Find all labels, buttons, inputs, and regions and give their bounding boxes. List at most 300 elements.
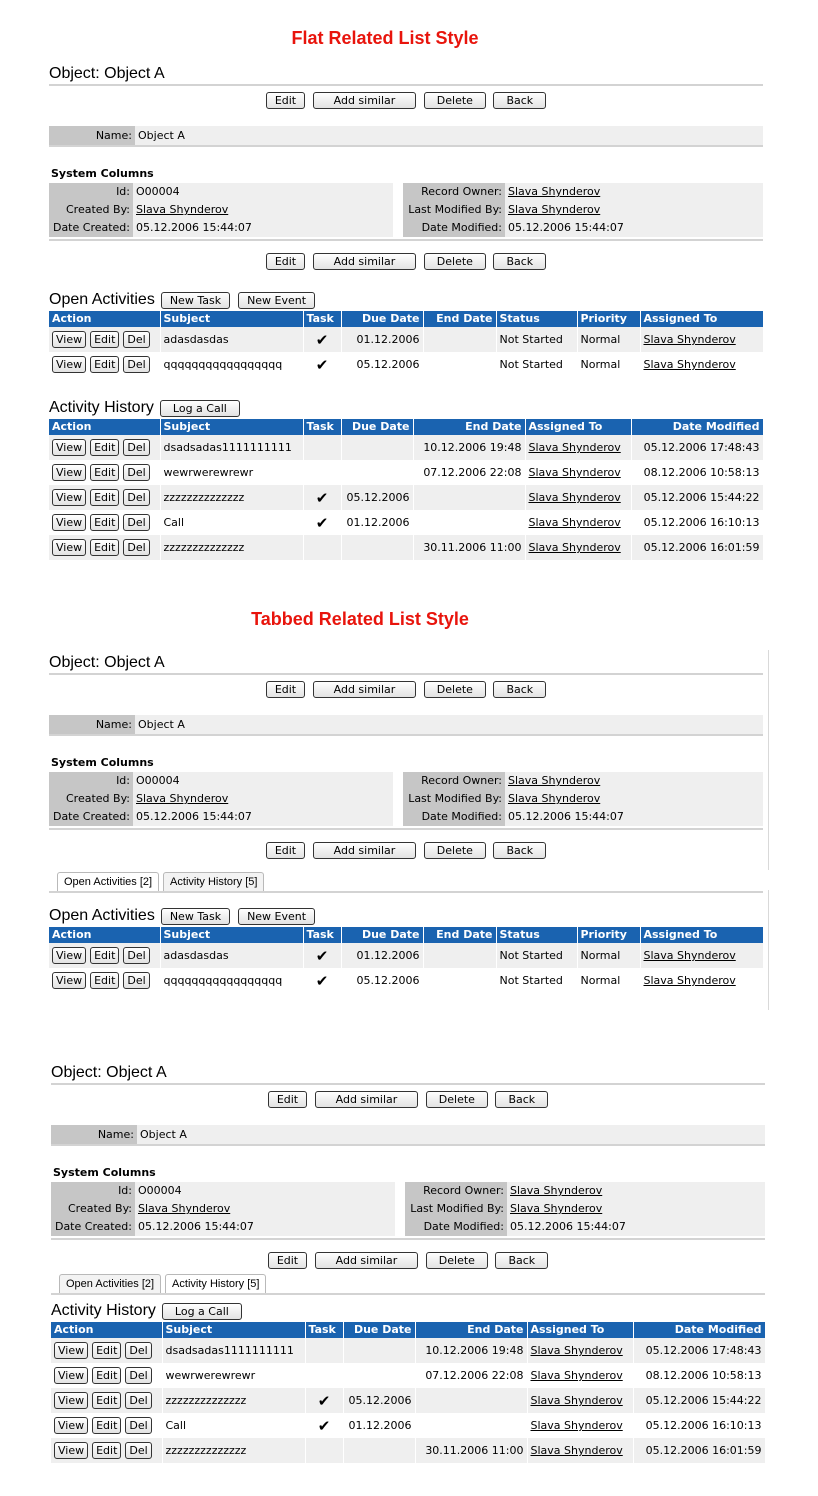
edit-button[interactable]: Edit <box>90 514 119 531</box>
new-event-button[interactable]: New Event <box>238 292 315 309</box>
system-columns <box>51 1182 765 1238</box>
name-label: Name: <box>51 1125 137 1144</box>
record-button-row-bottom <box>49 253 763 275</box>
id-label: Id: <box>49 183 133 201</box>
delete-button[interactable]: Delete <box>424 253 486 270</box>
view-button[interactable]: View <box>54 1342 88 1359</box>
del-button[interactable]: Del <box>125 1342 151 1359</box>
column-header[interactable]: Subject <box>160 311 303 327</box>
end-date-cell <box>415 1413 527 1438</box>
delete-button[interactable]: Delete <box>424 842 486 859</box>
table-row <box>49 535 763 560</box>
edit-button[interactable]: Edit <box>90 356 119 373</box>
created-by-link[interactable]: Slava Shynderov <box>136 792 229 805</box>
edit-button[interactable]: Edit <box>92 1392 121 1409</box>
back-button[interactable]: Back <box>495 1091 548 1108</box>
divider <box>49 734 763 736</box>
del-button[interactable]: Del <box>123 331 149 348</box>
date-modified-label: Date Modified: <box>403 808 505 826</box>
tab-open-activities[interactable]: Open Activities [2] <box>59 1274 161 1293</box>
related-tabs-1 <box>49 870 763 893</box>
record-owner-link[interactable]: Slava Shynderov <box>510 1184 603 1197</box>
column-header[interactable]: Due Date <box>343 1322 415 1338</box>
view-button[interactable]: View <box>54 1417 88 1434</box>
name-label: Name: <box>49 126 135 145</box>
subject-cell: wewrwerewrewr <box>162 1363 305 1388</box>
edit-button[interactable]: Edit <box>92 1367 121 1384</box>
record-owner-link[interactable]: Slava Shynderov <box>508 774 601 787</box>
edit-button[interactable]: Edit <box>90 947 119 964</box>
date-modified-cell: 05.12.2006 16:01:59 <box>631 535 763 560</box>
back-button[interactable]: Back <box>493 92 546 109</box>
date-created-label: Date Created: <box>49 219 133 237</box>
created-by-label: Created By: <box>51 1200 135 1218</box>
back-button[interactable]: Back <box>493 842 546 859</box>
date-modified-cell: 08.12.2006 10:58:13 <box>631 460 763 485</box>
action-cell <box>49 943 160 968</box>
delete-button[interactable]: Delete <box>424 681 486 698</box>
column-header[interactable]: Subject <box>162 1322 305 1338</box>
column-header[interactable]: End Date <box>413 419 525 435</box>
assigned-to-link[interactable]: Slava Shynderov <box>528 466 621 479</box>
related-tabs-2 <box>51 1272 765 1295</box>
table-row <box>49 510 763 535</box>
subject-cell: adasdasdas <box>160 943 303 968</box>
divider <box>49 828 763 830</box>
table-row <box>51 1388 765 1413</box>
new-task-button[interactable]: New Task <box>161 908 230 925</box>
due-date-cell: 01.12.2006 <box>341 943 423 968</box>
column-header[interactable]: Date Modified <box>631 419 763 435</box>
end-date-cell <box>415 1388 527 1413</box>
end-date-cell <box>423 352 496 377</box>
column-header[interactable]: End Date <box>415 1322 527 1338</box>
record-owner-label: Record Owner: <box>403 183 505 201</box>
del-button[interactable]: Del <box>123 947 149 964</box>
record-owner-label: Record Owner: <box>403 772 505 790</box>
column-header[interactable]: Action <box>49 311 160 327</box>
view-button[interactable]: View <box>52 356 86 373</box>
due-date-cell: 01.12.2006 <box>343 1413 415 1438</box>
column-header[interactable]: Due Date <box>341 419 413 435</box>
object-title: Object: Object A <box>51 1063 765 1085</box>
activity-history-flat <box>49 398 763 560</box>
table-row <box>51 1438 765 1463</box>
new-event-button[interactable]: New Event <box>238 908 315 925</box>
date-created-label: Date Created: <box>49 808 133 826</box>
subject-cell: zzzzzzzzzzzzzz <box>160 535 303 560</box>
add-similar-button[interactable]: Add similar <box>313 253 417 270</box>
date-modified-value: 05.12.2006 15:44:07 <box>508 221 624 234</box>
last-modified-by-label: Last Modified By: <box>403 201 505 219</box>
open-activities-table <box>49 311 764 377</box>
table-header-row <box>49 419 763 435</box>
id-value: O00004 <box>136 774 180 787</box>
tabbed-style-heading: Tabbed Related List Style <box>251 609 469 629</box>
activity-history-title: Activity History <box>49 399 154 416</box>
delete-button[interactable]: Delete <box>424 92 486 109</box>
back-button[interactable]: Back <box>493 681 546 698</box>
del-button[interactable]: Del <box>123 439 149 456</box>
action-cell <box>49 485 160 510</box>
priority-cell: Normal <box>577 327 640 352</box>
created-by-label: Created By: <box>49 790 133 808</box>
status-cell: Not Started <box>496 968 577 993</box>
table-row <box>49 327 763 352</box>
action-cell <box>51 1438 162 1463</box>
assigned-to-link[interactable]: Slava Shynderov <box>530 1444 623 1457</box>
assigned-to-link[interactable]: Slava Shynderov <box>530 1369 623 1382</box>
edit-button[interactable]: Edit <box>90 439 119 456</box>
id-value: O00004 <box>136 185 180 198</box>
column-header[interactable]: Date Modified <box>633 1322 765 1338</box>
subject-cell: Call <box>162 1413 305 1438</box>
record-owner-link[interactable]: Slava Shynderov <box>508 185 601 198</box>
edit-button[interactable]: Edit <box>266 92 305 109</box>
date-modified-cell: 05.12.2006 17:48:43 <box>631 435 763 460</box>
object-detail-tabbed-2 <box>51 1063 765 1274</box>
assigned-to-link[interactable]: Slava Shynderov <box>530 1344 623 1357</box>
view-button[interactable]: View <box>52 947 86 964</box>
date-modified-cell: 08.12.2006 10:58:13 <box>633 1363 765 1388</box>
back-button[interactable]: Back <box>493 253 546 270</box>
name-value: Object A <box>138 129 185 142</box>
column-header[interactable]: Task <box>303 311 341 327</box>
due-date-cell: 05.12.2006 <box>343 1388 415 1413</box>
action-cell <box>49 535 160 560</box>
column-header[interactable]: Due Date <box>341 311 423 327</box>
date-modified-cell: 05.12.2006 16:01:59 <box>633 1438 765 1463</box>
table-row <box>49 485 763 510</box>
divider <box>49 145 763 147</box>
open-activities-table <box>49 927 764 993</box>
table-row <box>49 460 763 485</box>
column-header[interactable]: Status <box>496 311 577 327</box>
add-similar-button[interactable]: Add similar <box>313 842 417 859</box>
del-button[interactable]: Del <box>125 1367 151 1384</box>
date-created-label: Date Created: <box>51 1218 135 1236</box>
activity-history-title: Activity History <box>51 1302 156 1319</box>
edit-button[interactable]: Edit <box>90 464 119 481</box>
assigned-to-link[interactable]: Slava Shynderov <box>530 1394 623 1407</box>
column-header[interactable]: Task <box>303 419 341 435</box>
column-header[interactable]: Priority <box>577 311 640 327</box>
subject-cell: qqqqqqqqqqqqqqqqq <box>160 352 303 377</box>
created-by-link[interactable]: Slava Shynderov <box>136 203 229 216</box>
assigned-to-link[interactable]: Slava Shynderov <box>643 333 736 346</box>
back-button[interactable]: Back <box>495 1252 548 1269</box>
system-columns-title: System Columns <box>53 1166 156 1179</box>
end-date-cell: 30.11.2006 11:00 <box>413 535 525 560</box>
del-button[interactable]: Del <box>123 514 149 531</box>
check-icon: ✔ <box>315 971 329 990</box>
date-modified-cell: 05.12.2006 16:10:13 <box>631 510 763 535</box>
divider <box>51 1144 765 1146</box>
table-row <box>49 943 763 968</box>
subject-cell: adasdasdas <box>160 327 303 352</box>
name-field-row <box>49 715 763 734</box>
date-modified-cell: 05.12.2006 17:48:43 <box>633 1338 765 1363</box>
action-cell <box>51 1388 162 1413</box>
date-created-value: 05.12.2006 15:44:07 <box>138 1220 254 1233</box>
due-date-cell: 01.12.2006 <box>341 510 413 535</box>
date-modified-value: 05.12.2006 15:44:07 <box>508 810 624 823</box>
check-icon: ✔ <box>315 946 329 965</box>
assigned-to-link[interactable]: Slava Shynderov <box>643 949 736 962</box>
name-field-row <box>51 1125 765 1144</box>
system-columns-title: System Columns <box>51 756 154 769</box>
action-cell <box>49 435 160 460</box>
del-button[interactable]: Del <box>123 972 149 989</box>
del-button[interactable]: Del <box>125 1417 151 1434</box>
column-header[interactable]: Task <box>303 927 341 943</box>
due-date-cell <box>343 1363 415 1388</box>
table-row <box>51 1413 765 1438</box>
action-cell <box>49 327 160 352</box>
column-header[interactable]: Action <box>49 927 160 943</box>
edit-button[interactable]: Edit <box>268 1091 307 1108</box>
end-date-cell: 10.12.2006 19:48 <box>415 1338 527 1363</box>
subject-cell: zzzzzzzzzzzzzz <box>162 1438 305 1463</box>
object-detail-tabbed-1 <box>49 653 763 864</box>
assigned-to-link[interactable]: Slava Shynderov <box>528 491 621 504</box>
record-owner-label: Record Owner: <box>405 1182 507 1200</box>
date-created-value: 05.12.2006 15:44:07 <box>136 221 252 234</box>
log-a-call-button[interactable]: Log a Call <box>160 400 240 417</box>
check-icon: ✔ <box>317 1416 331 1435</box>
name-field-row <box>49 126 763 145</box>
divider <box>768 890 769 1010</box>
due-date-cell <box>343 1338 415 1363</box>
priority-cell: Normal <box>577 968 640 993</box>
date-modified-cell: 05.12.2006 16:10:13 <box>633 1413 765 1438</box>
del-button[interactable]: Del <box>123 489 149 506</box>
view-button[interactable]: View <box>52 439 86 456</box>
end-date-cell: 07.12.2006 22:08 <box>415 1363 527 1388</box>
activity-history-tabbed <box>51 1301 765 1463</box>
due-date-cell: 05.12.2006 <box>341 485 413 510</box>
due-date-cell <box>341 535 413 560</box>
action-cell <box>49 352 160 377</box>
view-button[interactable]: View <box>54 1367 88 1384</box>
due-date-cell <box>341 460 413 485</box>
check-icon: ✔ <box>315 355 329 374</box>
column-header[interactable]: Priority <box>577 927 640 943</box>
due-date-cell <box>343 1438 415 1463</box>
open-activities-tabbed <box>49 906 763 993</box>
table-header-row <box>49 927 763 943</box>
date-modified-cell: 05.12.2006 15:44:22 <box>631 485 763 510</box>
edit-button[interactable]: Edit <box>266 253 305 270</box>
table-row <box>49 352 763 377</box>
edit-button[interactable]: Edit <box>266 681 305 698</box>
column-header[interactable]: Assigned To <box>525 419 631 435</box>
edit-button[interactable]: Edit <box>266 842 305 859</box>
del-button[interactable]: Del <box>123 356 149 373</box>
view-button[interactable]: View <box>52 972 86 989</box>
add-similar-button[interactable]: Add similar <box>315 1252 419 1269</box>
view-button[interactable]: View <box>52 514 86 531</box>
open-activities-flat <box>49 290 763 377</box>
add-similar-button[interactable]: Add similar <box>315 1091 419 1108</box>
edit-button[interactable]: Edit <box>268 1252 307 1269</box>
system-columns <box>49 772 763 828</box>
column-header[interactable]: Assigned To <box>640 927 763 943</box>
table-row <box>51 1338 765 1363</box>
status-cell: Not Started <box>496 352 577 377</box>
flat-style-heading: Flat Related List Style <box>291 28 479 48</box>
check-icon: ✔ <box>315 488 329 507</box>
activity-history-header <box>51 1301 765 1321</box>
last-modified-by-label: Last Modified By: <box>405 1200 507 1218</box>
created-by-link[interactable]: Slava Shynderov <box>138 1202 231 1215</box>
del-button[interactable]: Del <box>123 464 149 481</box>
column-header[interactable]: End Date <box>423 927 496 943</box>
last-modified-by-link[interactable]: Slava Shynderov <box>510 1202 603 1215</box>
activity-history-header <box>49 398 763 418</box>
view-button[interactable]: View <box>54 1442 88 1459</box>
record-button-row <box>49 92 763 114</box>
edit-button[interactable]: Edit <box>90 489 119 506</box>
divider <box>51 1238 765 1240</box>
due-date-cell <box>341 435 413 460</box>
action-cell <box>51 1338 162 1363</box>
name-label: Name: <box>49 715 135 734</box>
edit-button[interactable]: Edit <box>90 972 119 989</box>
add-similar-button[interactable]: Add similar <box>313 681 417 698</box>
date-modified-label: Date Modified: <box>405 1218 507 1236</box>
view-button[interactable]: View <box>52 331 86 348</box>
table-row <box>51 1363 765 1388</box>
name-value: Object A <box>140 1128 187 1141</box>
open-activities-header <box>49 290 763 310</box>
created-by-label: Created By: <box>49 201 133 219</box>
assigned-to-link[interactable]: Slava Shynderov <box>528 441 621 454</box>
log-a-call-button[interactable]: Log a Call <box>162 1303 242 1320</box>
view-button[interactable]: View <box>52 464 86 481</box>
column-header[interactable]: Task <box>305 1322 343 1338</box>
end-date-cell <box>413 510 525 535</box>
id-label: Id: <box>49 772 133 790</box>
action-cell <box>51 1363 162 1388</box>
edit-button[interactable]: Edit <box>92 1442 121 1459</box>
subject-cell: Call <box>160 510 303 535</box>
edit-button[interactable]: Edit <box>90 331 119 348</box>
tab-open-activities[interactable]: Open Activities [2] <box>57 872 159 891</box>
assigned-to-link[interactable]: Slava Shynderov <box>530 1419 623 1432</box>
end-date-cell <box>423 327 496 352</box>
add-similar-button[interactable]: Add similar <box>313 92 417 109</box>
column-header[interactable]: Assigned To <box>640 311 763 327</box>
view-button[interactable]: View <box>54 1392 88 1409</box>
new-task-button[interactable]: New Task <box>161 292 230 309</box>
date-modified-value: 05.12.2006 15:44:07 <box>510 1220 626 1233</box>
action-cell <box>49 460 160 485</box>
assigned-to-link[interactable]: Slava Shynderov <box>528 541 621 554</box>
object-title: Object: Object A <box>49 653 763 675</box>
table-row <box>49 435 763 460</box>
name-value: Object A <box>138 718 185 731</box>
record-button-row <box>51 1091 765 1113</box>
subject-cell: dsadsadas1111111111 <box>160 435 303 460</box>
status-cell: Not Started <box>496 943 577 968</box>
subject-cell: qqqqqqqqqqqqqqqqq <box>160 968 303 993</box>
id-value: O00004 <box>138 1184 182 1197</box>
date-created-value: 05.12.2006 15:44:07 <box>136 810 252 823</box>
subject-cell: dsadsadas1111111111 <box>162 1338 305 1363</box>
object-detail-flat <box>49 64 763 275</box>
divider <box>49 239 763 241</box>
system-columns-title: System Columns <box>51 167 154 180</box>
table-row <box>49 968 763 993</box>
tab-activity-history[interactable]: Activity History [5] <box>163 872 264 891</box>
delete-button[interactable]: Delete <box>426 1252 488 1269</box>
column-header[interactable]: Subject <box>160 927 303 943</box>
column-header[interactable]: Due Date <box>341 927 423 943</box>
assigned-to-link[interactable]: Slava Shynderov <box>528 516 621 529</box>
check-icon: ✔ <box>317 1391 331 1410</box>
column-header[interactable]: Action <box>51 1322 162 1338</box>
column-header[interactable]: Status <box>496 927 577 943</box>
delete-button[interactable]: Delete <box>426 1091 488 1108</box>
date-modified-cell: 05.12.2006 15:44:22 <box>633 1388 765 1413</box>
column-header[interactable]: Assigned To <box>527 1322 633 1338</box>
end-date-cell <box>423 968 496 993</box>
table-header-row <box>51 1322 765 1338</box>
column-header[interactable]: Subject <box>160 419 303 435</box>
edit-button[interactable]: Edit <box>92 1417 121 1434</box>
column-header[interactable]: End Date <box>423 311 496 327</box>
del-button[interactable]: Del <box>123 539 149 556</box>
assigned-to-link[interactable]: Slava Shynderov <box>643 974 736 987</box>
subject-cell: zzzzzzzzzzzzzz <box>162 1388 305 1413</box>
due-date-cell: 05.12.2006 <box>341 968 423 993</box>
subject-cell: zzzzzzzzzzzzzz <box>160 485 303 510</box>
end-date-cell <box>413 485 525 510</box>
view-button[interactable]: View <box>52 539 86 556</box>
end-date-cell: 30.11.2006 11:00 <box>415 1438 527 1463</box>
last-modified-by-link[interactable]: Slava Shynderov <box>508 203 601 216</box>
open-activities-title: Open Activities <box>49 907 155 924</box>
action-cell <box>49 968 160 993</box>
subject-cell: wewrwerewrewr <box>160 460 303 485</box>
table-header-row <box>49 311 763 327</box>
divider <box>768 650 769 870</box>
assigned-to-link[interactable]: Slava Shynderov <box>643 358 736 371</box>
date-modified-label: Date Modified: <box>403 219 505 237</box>
action-cell <box>49 510 160 535</box>
last-modified-by-link[interactable]: Slava Shynderov <box>508 792 601 805</box>
view-button[interactable]: View <box>52 489 86 506</box>
activity-history-table <box>51 1322 766 1463</box>
check-icon: ✔ <box>315 330 329 349</box>
action-cell <box>51 1413 162 1438</box>
priority-cell: Normal <box>577 943 640 968</box>
activity-history-table <box>49 419 764 560</box>
status-cell: Not Started <box>496 327 577 352</box>
check-icon: ✔ <box>315 513 329 532</box>
del-button[interactable]: Del <box>125 1392 151 1409</box>
end-date-cell <box>423 943 496 968</box>
due-date-cell: 01.12.2006 <box>341 327 423 352</box>
last-modified-by-label: Last Modified By: <box>403 790 505 808</box>
edit-button[interactable]: Edit <box>90 539 119 556</box>
record-button-row-bottom <box>51 1252 765 1274</box>
tab-activity-history[interactable]: Activity History [5] <box>165 1274 266 1293</box>
edit-button[interactable]: Edit <box>92 1342 121 1359</box>
del-button[interactable]: Del <box>125 1442 151 1459</box>
column-header[interactable]: Action <box>49 419 160 435</box>
